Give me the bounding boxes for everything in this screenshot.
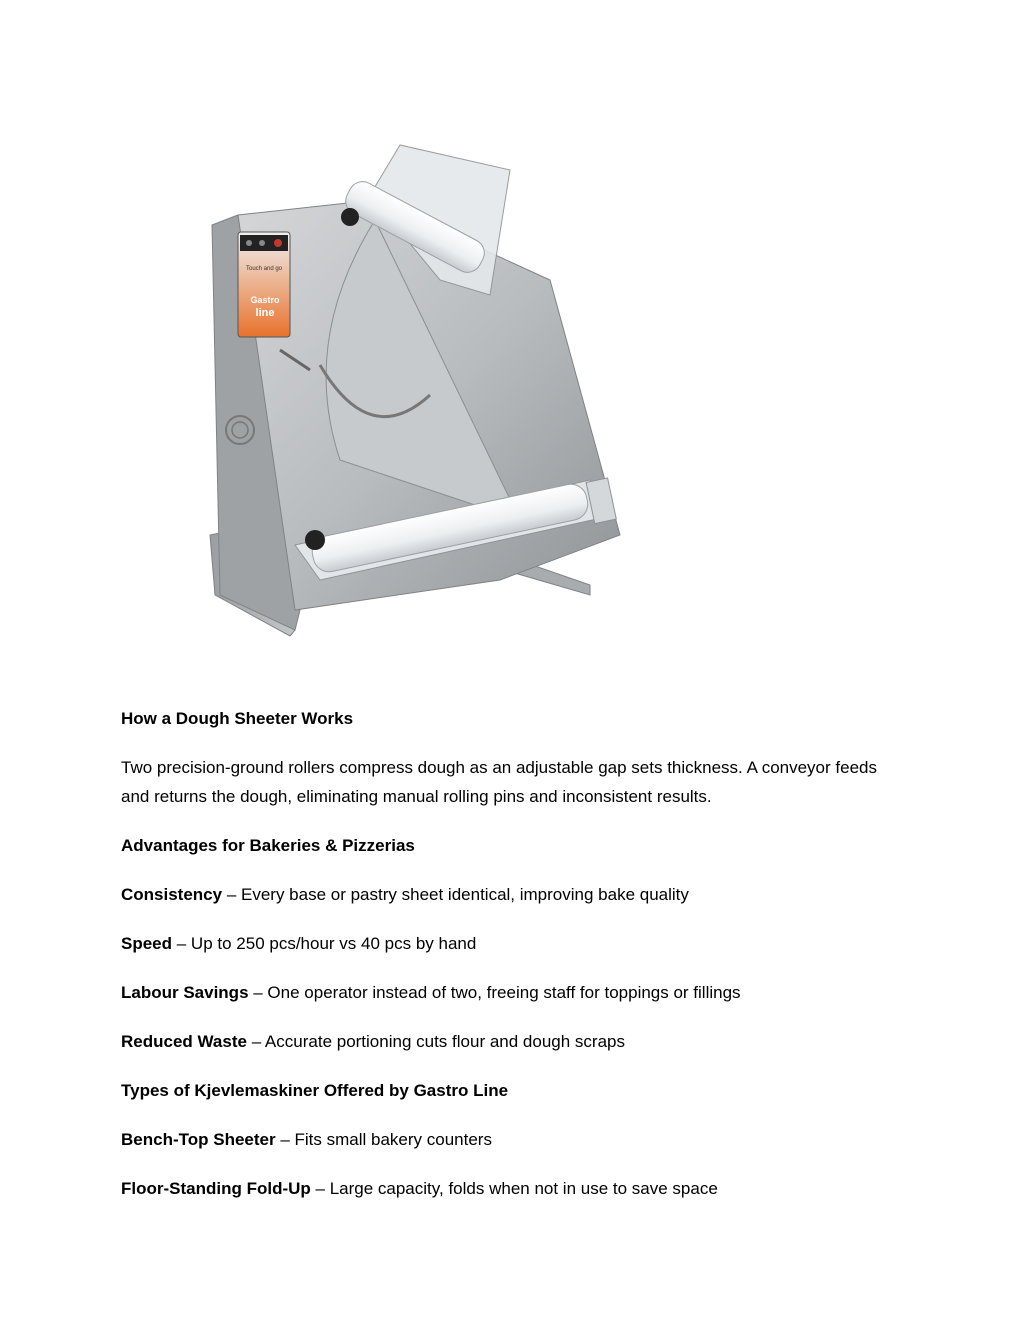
advantage-label: Consistency [121,885,223,904]
advantage-item [121,978,903,1007]
type-text: – Large capacity, folds when not in use to save space [310,1179,718,1198]
type-item [121,1174,903,1203]
type-text: – Fits small bakery counters [275,1130,492,1149]
section-heading-advantages: Advantages for Bakeries & Pizzerias [121,836,415,855]
advantage-item [121,1027,903,1056]
panel-text: Touch and go [245,266,283,272]
advantage-label: Labour Savings [121,983,249,1002]
how-body-paragraph: Two precision-ground rollers compress dough as an adjustable gap sets thickness. A conveyor feeds and returns the dough, eliminating manual rolling pins and inconsistent results. [121,758,877,806]
section-heading-how: How a Dough Sheeter Works [121,709,354,728]
advantage-label: Speed [121,934,173,953]
advantage-text: – One operator instead of two, freeing staff for toppings or fillings [248,983,741,1002]
advantage-text: – Up to 250 pcs/hour vs 40 pcs by hand [172,934,477,953]
type-label: Bench-Top Sheeter [121,1130,276,1149]
advantage-text: – Accurate portioning cuts flour and dough scraps [246,1032,625,1051]
brand-line2: line [255,307,275,319]
dough-sheeter-image [200,140,640,640]
advantage-text: – Every base or pastry sheet identical, improving bake quality [222,885,689,904]
type-item [121,1125,903,1154]
type-label: Floor-Standing Fold-Up [121,1179,311,1198]
brand-line1: Gastro [250,295,280,305]
advantage-label: Reduced Waste [121,1032,247,1051]
advantage-item [121,880,903,909]
advantage-item [121,929,903,958]
section-heading-types: Types of Kjevlemaskiner Offered by Gastro Line [121,1081,509,1100]
article-content [121,704,903,1203]
